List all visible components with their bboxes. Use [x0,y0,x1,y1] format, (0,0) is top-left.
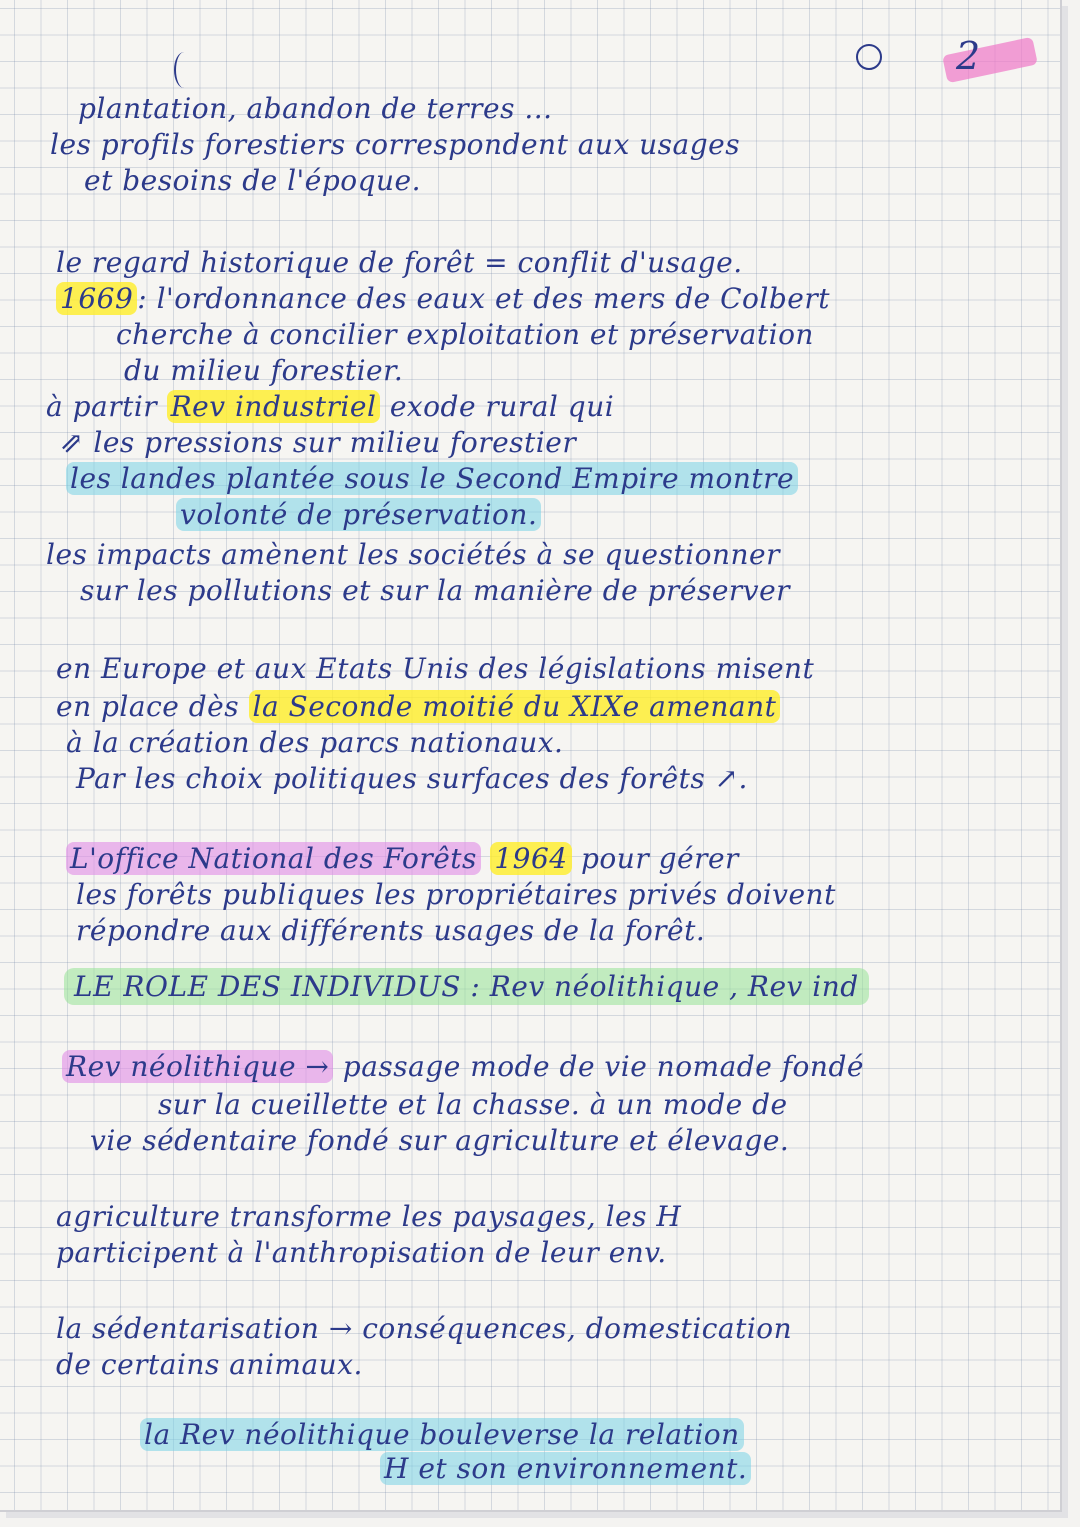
note-text: pour gérer [581,842,739,875]
note-line [66,842,739,875]
note-line: cherche à concilier exploitation et préservation [116,318,814,351]
note-line [62,1050,864,1083]
note-line: du milieu forestier. [124,354,404,387]
note-line: agriculture transforme les paysages, les H [56,1200,682,1233]
note-text: passage mode de vie nomade fondé [342,1050,864,1083]
note-line: sur la cueillette et la chasse. à un mode de [158,1088,788,1121]
note-line: ⇗ les pressions sur milieu forestier [60,426,577,459]
sun-doodle-icon [856,44,882,70]
note-line: la sédentarisation → conséquences, domestication [56,1312,793,1345]
note-line: les profils forestiers correspondent aux usages [50,128,741,161]
note-line [176,498,541,531]
highlight-landes: les landes plantée sous le Second Empire montre [66,462,798,495]
note-line: de certains animaux. [56,1348,363,1381]
note-line: Par les choix politiques surfaces des forêts ↗. [76,762,748,795]
date-highlight: 1669 [56,282,137,315]
note-line: plantation, abandon de terres ... [78,92,553,125]
note-line [140,1418,744,1451]
note-line: les forêts publiques les propriétaires privés doivent [76,878,836,911]
note-line: les impacts amènent les sociétés à se questionner [46,538,780,571]
note-line [56,282,830,315]
note-text: en place dès [56,690,240,723]
section-heading [64,970,869,1003]
note-line: répondre aux différents usages de la forêt. [76,914,706,947]
heading-highlight: LE ROLE DES INDIVIDUS : Rev néolithique , Rev ind [64,968,869,1005]
note-line [46,390,614,423]
note-line [380,1452,751,1485]
note-text: à partir [46,390,158,423]
highlight-seconde-moitie: la Seconde moitié du XIXe amenant [249,690,781,723]
highlight-rev-industriel: Rev industriel [167,390,381,423]
highlight-rev-neolithique: Rev néolithique → [62,1050,333,1083]
note-line [56,690,780,723]
page-number: 2 [956,34,981,78]
note-line [66,462,798,495]
highlight-conclusion: la Rev néolithique bouleverse la relation [140,1418,744,1451]
note-line: participent à l'anthropisation de leur env. [56,1236,667,1269]
highlight-preservation: volonté de préservation. [176,498,541,531]
note-text: exode rural qui [389,390,615,423]
highlight-conclusion: H et son environnement. [380,1452,751,1485]
note-line: vie sédentaire fondé sur agriculture et élevage. [90,1124,790,1157]
note-line: sur les pollutions et sur la manière de préserver [80,574,791,607]
note-line: le regard historique de forêt = conflit d'usage. [56,246,743,279]
crescent-doodle-icon [174,52,194,88]
note-text: : l'ordonnance des eaux et des mers de Colbert [137,282,830,315]
date-highlight: 1964 [490,842,571,875]
note-line: à la création des parcs nationaux. [66,726,564,759]
highlight-onf: L'office National des Forêts [66,842,481,875]
note-line: et besoins de l'époque. [84,164,422,197]
note-line: en Europe et aux Etats Unis des législations misent [56,652,815,685]
